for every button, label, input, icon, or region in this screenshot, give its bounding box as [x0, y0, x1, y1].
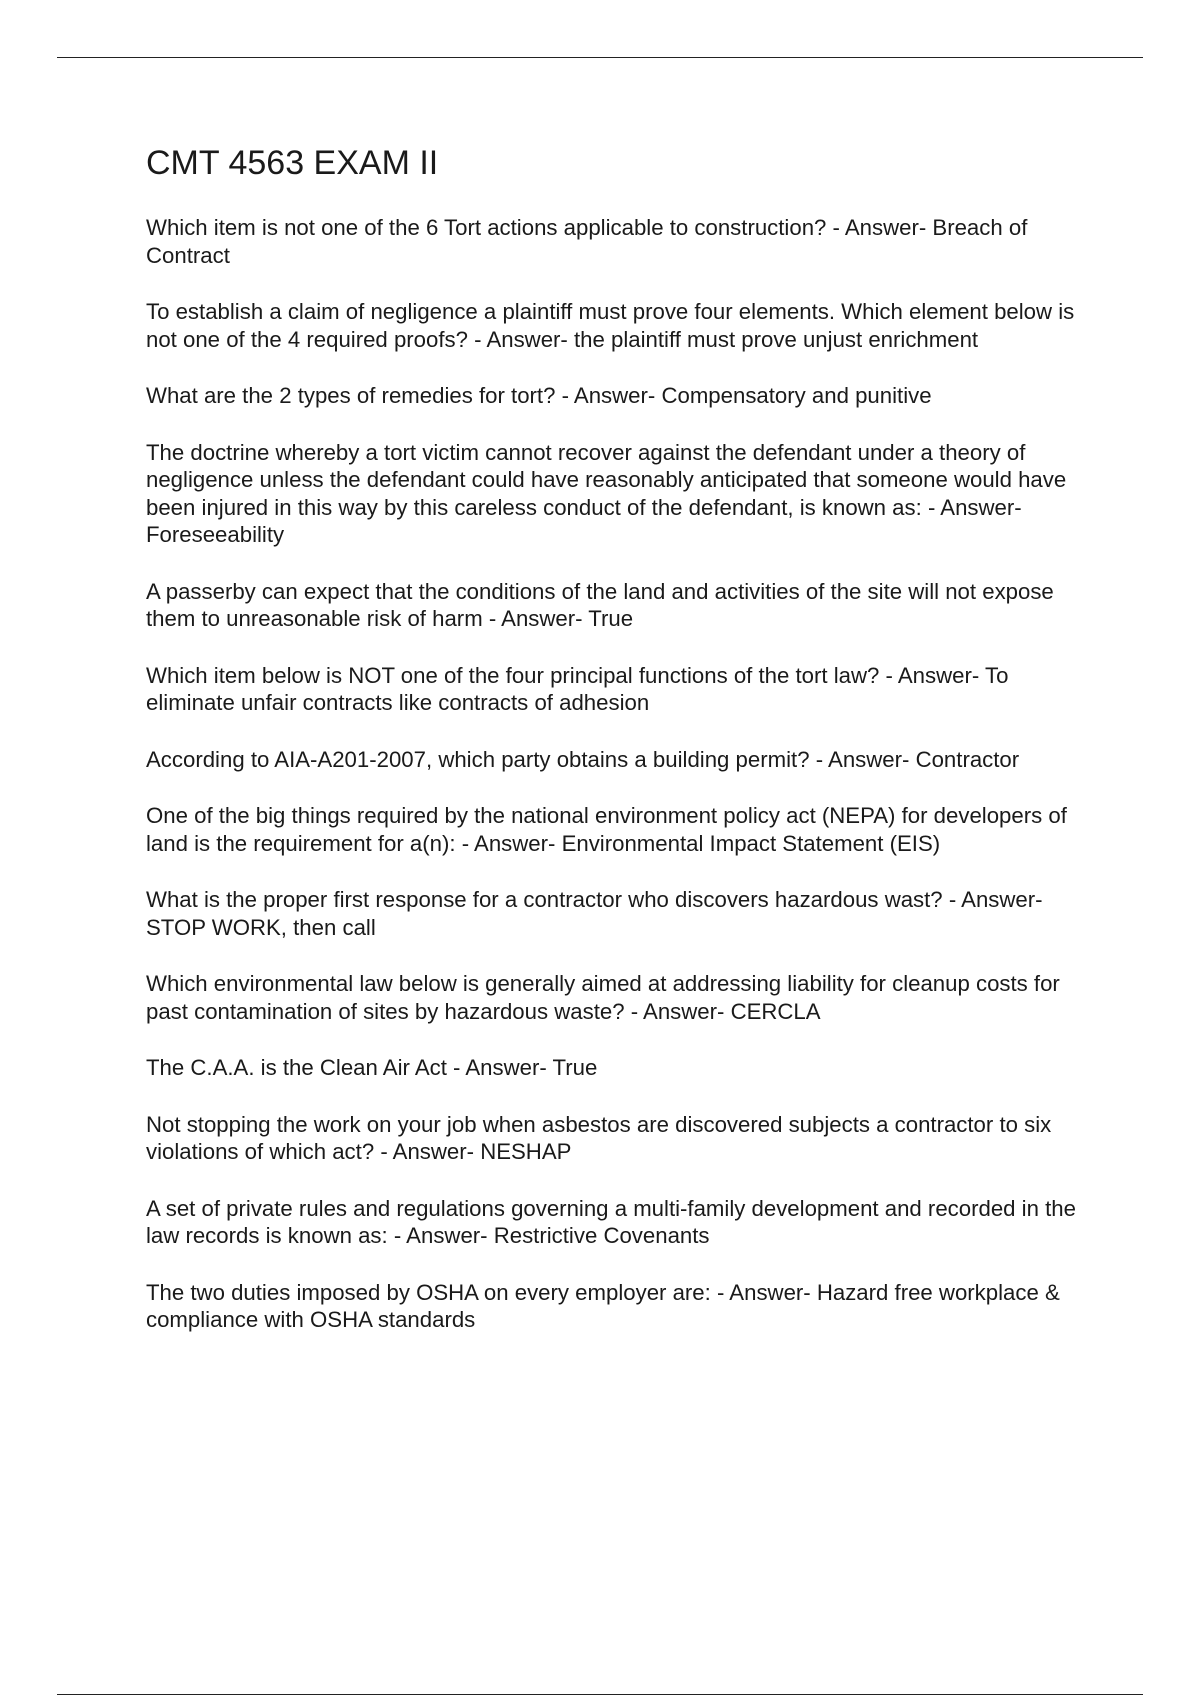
- qa-item-6: Which item below is NOT one of the four principal functions of the tort law? - Answer- To eliminate unfair contracts like contracts of adhesion: [146, 662, 1009, 715]
- qa-item-2: To establish a claim of negligence a plaintiff must prove four elements. Which element below is not one of the 4 required proofs? - Answer- the plaintiff must prove unjust enrichment: [146, 299, 1075, 352]
- qa-item-10: Which environmental law below is generally aimed at addressing liability for cleanup costs for past contamination of sites by hazardous waste? - Answer- CERCLA: [146, 971, 1060, 1024]
- qa-item-4: The doctrine whereby a tort victim cannot recover against the defendant under a theory of negligence unless the defendant could have reasonably anticipated that someone would have been injured in this way by this careless conduct of the defendant, is known as: - Answer- Foreseeability: [146, 439, 1067, 547]
- header-divider: [57, 57, 1143, 58]
- qa-item-11: The C.A.A. is the Clean Air Act - Answer- True: [146, 1055, 598, 1080]
- page-title: CMT 4563 EXAM II: [146, 144, 439, 182]
- qa-item-12: Not stopping the work on your job when asbestos are discovered subjects a contractor to six violations of which act? - Answer- NESHAP: [146, 1111, 1052, 1164]
- qa-item-8: One of the big things required by the national environment policy act (NEPA) for developers of land is the requirement for a(n): - Answer- Environmental Impact Statement (EIS): [146, 803, 1067, 856]
- qa-item-13: A set of private rules and regulations governing a multi-family development and recorded in the law records is known as: - Answer- Restrictive Covenants: [146, 1195, 1076, 1248]
- qa-item-9: What is the proper first response for a contractor who discovers hazardous wast? - Answer- STOP WORK, then call: [146, 887, 1043, 940]
- footer-divider: [57, 1694, 1143, 1695]
- qa-item-14: The two duties imposed by OSHA on every employer are: - Answer- Hazard free workplace & compliance with OSHA standards: [146, 1279, 1060, 1332]
- qa-item-5: A passerby can expect that the conditions of the land and activities of the site will not expose them to unreasonable risk of harm - Answer- True: [146, 578, 1054, 631]
- qa-item-7: According to AIA-A201-2007, which party obtains a building permit? - Answer- Contractor: [146, 746, 1020, 772]
- qa-item-3: What are the 2 types of remedies for tort? - Answer- Compensatory and punitive: [146, 383, 932, 408]
- qa-item-1: Which item is not one of the 6 Tort actions applicable to construction? - Answer- Breach of Contract: [146, 215, 1028, 268]
- document-body: [146, 142, 1091, 1363]
